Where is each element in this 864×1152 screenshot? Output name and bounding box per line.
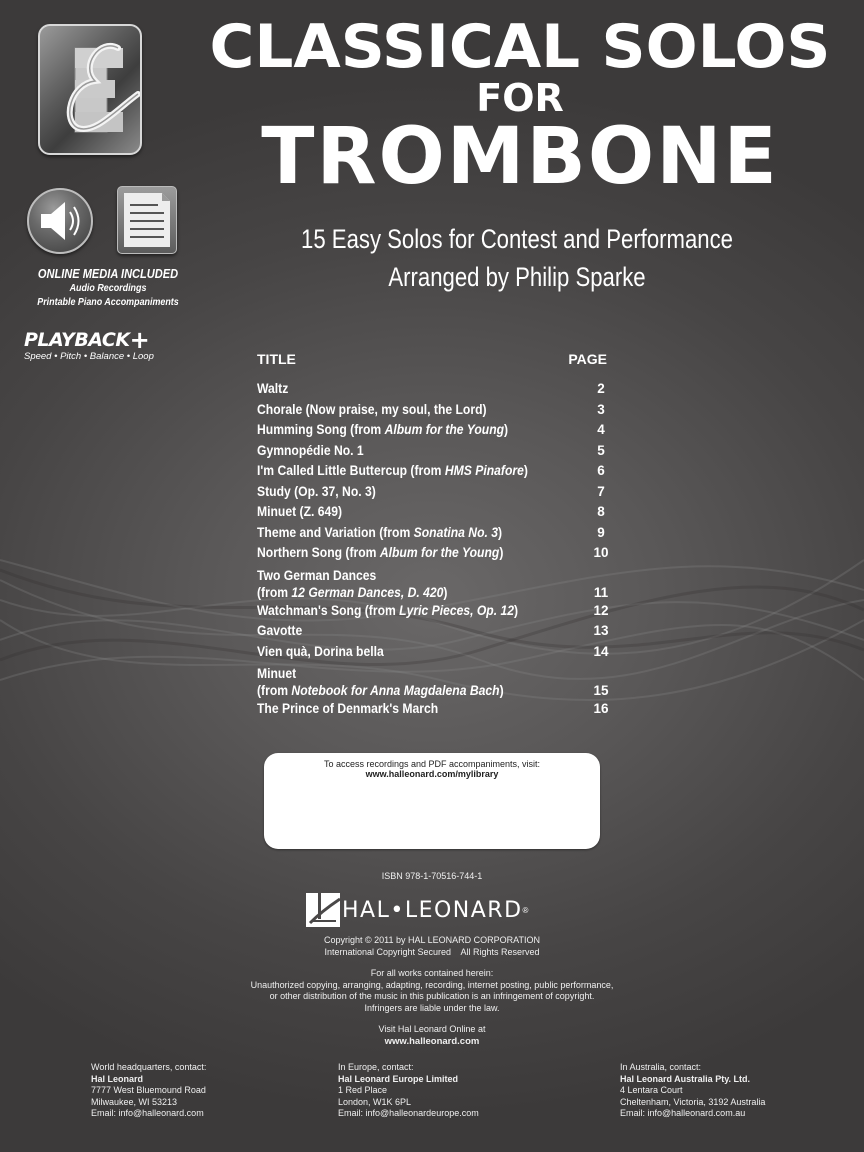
toc-item-page: 2 bbox=[597, 381, 605, 396]
toc-item-page: 11 bbox=[593, 584, 609, 600]
toc-item-title: Waltz bbox=[257, 381, 289, 396]
toc-item bbox=[257, 379, 617, 400]
toc-item bbox=[257, 523, 617, 544]
website-link[interactable]: www.halleonard.com bbox=[384, 1035, 480, 1047]
title-line-1: CLASSICAL SOLOS bbox=[209, 12, 831, 82]
subtitle-line-1: 15 Easy Solos for Contest and Performance bbox=[301, 224, 733, 254]
access-code-box bbox=[264, 753, 600, 849]
toc-item-title: Vien quà, Dorina bella bbox=[257, 643, 384, 659]
toc-item-page: 12 bbox=[593, 602, 609, 618]
hal-leonard-logo-icon bbox=[306, 893, 340, 927]
toc-item-page: 4 bbox=[597, 422, 605, 437]
speaker-icon bbox=[27, 188, 93, 254]
legal-line-2: Unauthorized copying, arranging, adapting, recording, internet posting, public performance, bbox=[250, 979, 614, 990]
subtitle-line-2: Arranged by Philip Sparke bbox=[388, 262, 646, 292]
legal-line-1: For all works contained herein: bbox=[370, 968, 494, 978]
toc-item bbox=[257, 400, 617, 421]
contact-label: In Europe, contact: bbox=[338, 1062, 414, 1072]
contact-name: Hal Leonard bbox=[91, 1073, 144, 1084]
title-line-2: FOR bbox=[476, 76, 564, 120]
toc-item-title: Gavotte bbox=[257, 623, 303, 638]
toc-item bbox=[257, 662, 617, 699]
contact-headquarters bbox=[91, 1062, 206, 1120]
contact-email[interactable]: Email: info@halleonard.com.au bbox=[620, 1108, 746, 1119]
access-instructions: To access recordings and PDF accompaniments, visit: bbox=[323, 759, 541, 769]
contact-label: In Australia, contact: bbox=[620, 1062, 702, 1072]
toc-item-page: 14 bbox=[593, 643, 609, 659]
toc-item-title: Gymnopédie No. 1 bbox=[257, 442, 364, 458]
contact-address-1: 7777 West Bluemound Road bbox=[91, 1085, 206, 1096]
toc-item-title: The Prince of Denmark's March bbox=[257, 701, 439, 716]
toc-item-page: 13 bbox=[593, 623, 609, 638]
contact-email[interactable]: Email: info@halleonard.com bbox=[91, 1108, 204, 1119]
contact-email[interactable]: Email: info@halleonardeurope.com bbox=[338, 1108, 479, 1119]
online-media-piano: Printable Piano Accompaniments bbox=[37, 296, 179, 308]
toc-item-title: Minuet (Z. 649) bbox=[257, 504, 343, 519]
toc-item-page: 7 bbox=[597, 483, 605, 499]
e-series-logo-icon bbox=[40, 26, 140, 153]
toc-item-title: Watchman's Song (from Lyric Pieces, Op. 12) bbox=[257, 602, 519, 618]
e-series-logo bbox=[38, 24, 142, 155]
document-icon bbox=[117, 186, 177, 254]
hal-leonard-logo bbox=[306, 892, 561, 928]
toc-item-title: Chorale (Now praise, my soul, the Lord) bbox=[257, 401, 487, 417]
toc-item bbox=[257, 621, 617, 642]
contact-australia bbox=[620, 1062, 765, 1120]
toc-item bbox=[257, 420, 617, 441]
title-line-3: TROMBONE bbox=[261, 112, 779, 202]
toc-item-title: Two German Dances (from 12 German Dances, D. 420) bbox=[257, 567, 448, 600]
contact-address-1: 4 Lentara Court bbox=[620, 1085, 683, 1096]
contact-address-1: 1 Red Place bbox=[338, 1085, 388, 1096]
registered-mark: ® bbox=[522, 905, 529, 915]
copyright-notice bbox=[0, 935, 864, 958]
toc-header-page: PAGE bbox=[568, 351, 607, 367]
toc-item bbox=[257, 543, 617, 564]
toc-item-page: 15 bbox=[593, 683, 609, 698]
playback-plus-logo bbox=[24, 326, 184, 362]
toc-item-page: 10 bbox=[593, 545, 609, 560]
contact-address-2: Cheltenham, Victoria, 3192 Australia bbox=[620, 1096, 766, 1107]
toc-item-page: 6 bbox=[597, 463, 605, 478]
toc-item-page: 9 bbox=[597, 524, 605, 540]
visit-line: Visit Hal Leonard Online at bbox=[378, 1024, 486, 1034]
contact-name: Hal Leonard Europe Limited bbox=[338, 1073, 459, 1084]
toc-item bbox=[257, 461, 617, 482]
toc-item-title: Minuet (from Notebook for Anna Magdalena Bach) bbox=[257, 666, 504, 698]
toc-item-page: 3 bbox=[597, 401, 605, 417]
hal-leonard-wordmark: HAL•LEONARD bbox=[342, 897, 523, 923]
contact-label: World headquarters, contact: bbox=[91, 1062, 207, 1072]
plus-icon: + bbox=[129, 326, 150, 354]
legal-line-3: or other distribution of the music in this publication is an infringement of copyright. bbox=[269, 991, 595, 1001]
toc-item-page: 16 bbox=[593, 701, 609, 716]
toc-item bbox=[257, 564, 617, 601]
copyright-line-1: Copyright © 2011 by HAL LEONARD CORPORATION bbox=[323, 935, 541, 945]
toc-item-title: I'm Called Little Buttercup (from HMS Pinafore) bbox=[257, 463, 528, 478]
toc-item-page: 8 bbox=[597, 504, 605, 519]
toc-item bbox=[257, 601, 617, 622]
toc-item-title: Study (Op. 37, No. 3) bbox=[257, 483, 376, 499]
toc-header bbox=[257, 347, 617, 367]
isbn: ISBN 978-1-70516-744-1 bbox=[381, 871, 483, 881]
contact-address-2: Milwaukee, WI 53213 bbox=[91, 1096, 178, 1107]
toc-item bbox=[257, 441, 617, 462]
toc-item-title: Theme and Variation (from Sonatina No. 3) bbox=[257, 524, 503, 540]
toc-item-page: 5 bbox=[597, 442, 605, 458]
access-url-link[interactable]: www.halleonard.com/mylibrary bbox=[365, 769, 499, 779]
toc-item-title: Northern Song (from Album for the Young) bbox=[257, 545, 504, 560]
contact-address-2: London, W1K 6PL bbox=[338, 1096, 412, 1107]
toc-item bbox=[257, 502, 617, 523]
toc-item bbox=[257, 642, 617, 663]
copyright-line-2: International Copyright Secured All Rights Reserved bbox=[324, 946, 540, 957]
table-of-contents bbox=[257, 347, 617, 720]
contact-europe bbox=[338, 1062, 479, 1120]
online-media-info bbox=[0, 266, 216, 309]
book-title bbox=[209, 12, 831, 202]
visit-online bbox=[0, 1024, 864, 1047]
toc-header-title: TITLE bbox=[257, 351, 296, 367]
subtitle bbox=[298, 220, 736, 296]
toc-item bbox=[257, 699, 617, 720]
legal-notice bbox=[0, 968, 864, 1014]
playback-title: PLAYBACK bbox=[24, 329, 130, 351]
playback-features: Speed • Pitch • Balance • Loop bbox=[24, 351, 154, 362]
toc-item-title: Humming Song (from Album for the Young) bbox=[257, 422, 509, 437]
toc-item bbox=[257, 482, 617, 503]
online-media-audio: Audio Recordings bbox=[69, 282, 147, 294]
legal-line-4: Infringers are liable under the law. bbox=[364, 1002, 500, 1013]
online-media-heading: ONLINE MEDIA INCLUDED bbox=[37, 266, 179, 281]
contact-name: Hal Leonard Australia Pty. Ltd. bbox=[620, 1073, 751, 1084]
